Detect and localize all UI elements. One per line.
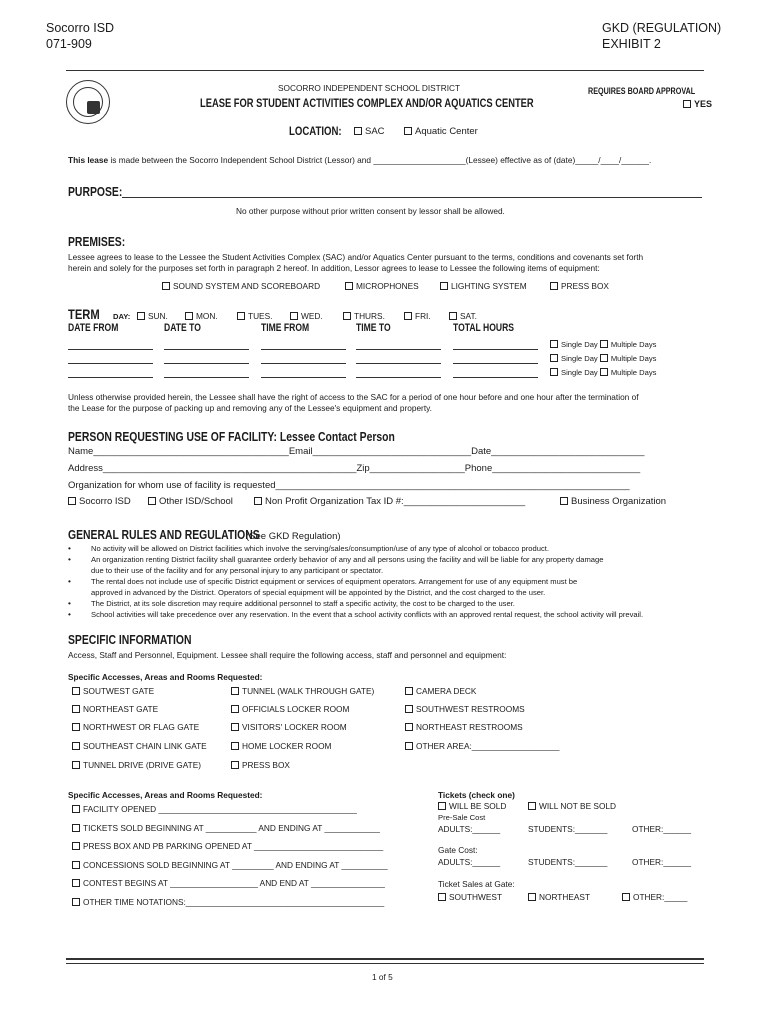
date-to-field[interactable] [164,363,249,364]
area-tunnel-walk[interactable] [231,686,374,696]
multiple-days-label: Multiple Days [610,368,657,377]
checkbox[interactable] [550,354,558,362]
checkbox[interactable] [72,742,80,750]
day-label: DAY: [113,312,131,321]
gate-cost-label: Gate Cost: [438,845,478,855]
checkbox[interactable] [550,340,558,348]
rules-see: (See GKD Regulation) [246,531,341,542]
equip-label: PRESS BOX [561,281,609,291]
single-day-label: Single Day [561,368,598,377]
district-seal-logo [66,80,110,124]
area-label: PRESS BOX [242,760,290,770]
checkbox[interactable] [148,497,156,505]
org-label: Other ISD/School [159,496,233,507]
col-time-to: TIME TO [356,322,391,334]
sac-label: SAC [365,126,385,137]
checkbox[interactable] [345,282,353,290]
time-from-field[interactable] [261,349,346,350]
area-home-locker[interactable] [231,741,331,751]
time-to-field[interactable] [356,377,441,378]
header-code: 071-909 [46,37,92,51]
day-type-row[interactable] [550,368,656,377]
time-label: PRESS BOX AND PB PARKING OPENED AT ____________________________ [83,841,384,851]
footer-rule [66,958,704,960]
checkbox[interactable] [72,898,80,906]
address-zip-phone-line[interactable]: Address________________________________________________Zip__________________Phone____________________________ [68,463,641,474]
date-to-field[interactable] [164,377,249,378]
checkbox[interactable] [440,282,448,290]
checkbox[interactable] [231,723,239,731]
day-fri[interactable] [404,311,431,321]
day-tues[interactable] [237,311,272,321]
equip-label: MICROPHONES [356,281,419,291]
tickets-will-be-sold[interactable] [438,801,506,811]
header-exhibit: EXHIBIT 2 [602,37,661,51]
bullet-icon: • [68,554,71,564]
day-sun[interactable] [137,311,168,321]
org-socorro-isd[interactable] [68,496,131,507]
date-to-field[interactable] [164,349,249,350]
time-label: CONTEST BEGINS AT ___________________ AND END AT ________________ [83,878,385,888]
col-date-to: DATE TO [164,322,201,334]
checkbox[interactable] [528,802,536,810]
checkbox[interactable] [231,742,239,750]
day-mon[interactable] [185,311,218,321]
header-regulation: GKD (REGULATION) [602,21,722,35]
equip-microphones[interactable] [345,281,419,291]
date-from-field[interactable] [68,349,153,350]
day-label-text: TUES. [248,311,273,321]
area-label: NORTHEAST RESTROOMS [416,722,523,732]
area-press-box[interactable] [231,760,290,770]
area-officials-locker[interactable] [231,704,349,714]
checkbox[interactable] [438,893,446,901]
area-northwest-gate[interactable] [72,722,199,732]
time-label: TICKETS SOLD BEGINNING AT ___________ AND ENDING AT ____________ [83,823,380,833]
footer-rule-thin [66,963,704,964]
time-label: CONCESSIONS SOLD BEGINNING AT _________ AND ENDING AT __________ [83,860,388,870]
checkbox[interactable] [72,687,80,695]
org-other-isd[interactable] [148,496,233,507]
location-label: LOCATION: [289,124,342,138]
tickets-label: Tickets (check one) [438,790,515,800]
checkbox[interactable] [622,893,630,901]
day-label-text: MON. [196,311,218,321]
equip-pressbox[interactable] [550,281,609,291]
gate-other[interactable]: OTHER:______ [632,857,692,867]
sales-label-text: OTHER:_____ [633,892,688,902]
org-label: Socorro ISD [79,496,131,507]
equip-label: LIGHTING SYSTEM [451,281,527,291]
day-label-text: SAT. [460,311,477,321]
checkbox[interactable] [405,723,413,731]
aquatic-label: Aquatic Center [415,126,478,137]
checkbox[interactable] [137,312,145,320]
rule-5: School activities will take precedence over any reservation. In the event that a school activity conflicts with an approved rental request, the school activity will prevail. [91,610,644,619]
day-label-text: SUN. [148,311,168,321]
area-label: TUNNEL DRIVE (DRIVE GATE) [83,760,202,770]
sales-label-text: SOUTHWEST [449,892,503,902]
area-label: VISITORS' LOCKER ROOM [242,722,347,732]
area-label: OTHER AREA:___________________ [416,741,560,751]
org-nonprofit[interactable] [254,496,525,507]
day-label-text: FRI. [415,311,431,321]
checkbox[interactable] [290,312,298,320]
rule-2-cont: due to their use of the facility and for any personal injury to any participant or spectator. [91,566,384,575]
org-business[interactable] [560,496,666,507]
organization-line[interactable]: Organization for whom use of facility is requested___________________________________________________________________ [68,480,630,491]
area-label: HOME LOCKER ROOM [242,741,332,751]
rule-3-cont: approved in advanced by the District. Operators of special equipment will be appointed by the District, and the cost charged to the user. [91,588,546,597]
col-total-hours: TOTAL HOURS [453,322,515,334]
col-time-from: TIME FROM [261,322,310,334]
equip-lighting[interactable] [440,281,527,291]
specific-info-text: Access, Staff and Personnel, Equipment. Lessee shall require the following access, staff and personnel and equipment: [68,650,507,660]
page-number: 1 of 5 [372,972,393,982]
multiple-days-label: Multiple Days [610,354,657,363]
board-approval-yes[interactable] [683,99,712,109]
checkbox[interactable] [254,497,262,505]
area-northeast-restrooms[interactable] [405,722,523,732]
tickets-option-label: WILL NOT BE SOLD [539,801,616,811]
checkbox[interactable] [528,893,536,901]
presale-adults[interactable]: ADULTS:______ [438,824,501,834]
sales-northeast[interactable] [528,892,590,902]
bullet-icon: • [68,543,71,553]
equip-sound[interactable] [162,281,320,291]
lease-text: is made between the Socorro Independent School District (Lessor) and ____________________(Lessee) effective as of (date)_____/____/______. [110,155,652,165]
presale-other[interactable]: OTHER:______ [632,824,692,834]
premises-text-1: Lessee agrees to lease to the Lessee the Student Activities Complex (SAC) and/or Aquatics Center pursuant to the terms, conditions and covenants set forth [68,252,644,262]
col-date-from: DATE FROM [68,322,119,334]
time-tickets-sold[interactable] [72,823,380,833]
rules-heading [68,526,341,544]
location-aquatic-option[interactable] [404,126,478,137]
area-label: OFFICIALS LOCKER ROOM [242,704,350,714]
day-type-row[interactable] [550,354,656,363]
area-label: TUNNEL (WALK THROUGH GATE) [242,686,375,696]
area-label: SOUTHWEST RESTROOMS [416,704,525,714]
checkbox[interactable] [162,282,170,290]
area-northeast-gate[interactable] [72,704,158,714]
area-visitors-locker[interactable] [231,722,347,732]
checkbox[interactable] [600,354,608,362]
area-label: CAMERA DECK [416,686,477,696]
time-facility-opened[interactable] [72,804,357,814]
time-label: FACILITY OPENED ___________________________________________ [83,804,357,814]
time-contest[interactable] [72,878,385,888]
checkbox[interactable] [550,368,558,376]
checkbox[interactable] [405,705,413,713]
header-org: Socorro ISD [46,21,115,35]
equip-label: SOUND SYSTEM AND SCOREBOARD [173,281,321,291]
checkbox[interactable] [600,368,608,376]
checkbox[interactable] [72,824,80,832]
sales-other[interactable] [622,892,687,902]
rule-3: The rental does not include use of specific District equipment or services of equipment operators. Arrangement for use of any equipment must be [91,577,578,586]
checkbox[interactable] [343,312,351,320]
time-concessions[interactable] [72,860,388,870]
checkbox[interactable] [72,842,80,850]
single-day-label: Single Day [561,340,598,349]
lease-statement [68,155,651,165]
checkbox[interactable] [72,761,80,769]
area-southwest-restrooms[interactable] [405,704,525,714]
sales-label: Ticket Sales at Gate: [438,879,515,889]
area-label: NORTHWEST OR FLAG GATE [83,722,200,732]
bullet-icon: • [68,576,71,586]
gate-students[interactable]: STUDENTS:_______ [528,857,608,867]
checkbox[interactable] [405,687,413,695]
multiple-days-label: Multiple Days [610,340,657,349]
name-email-date-line[interactable]: Name_____________________________________Email______________________________Date_____________________________ [68,446,645,457]
date-from-field[interactable] [68,377,153,378]
day-label-text: WED. [301,311,323,321]
rule-2: An organization renting District facility shall guarantee orderly behavior of any and all persons using the facility and will be liable for any property damage [91,555,604,564]
day-label-text: THURS. [354,311,385,321]
checkbox[interactable] [550,282,558,290]
access-text-2: the Lease for the purpose of packing up and removing any of the Lessee's equipment and property. [68,403,432,413]
time-other-notations[interactable] [72,897,384,907]
tickets-option-label: WILL BE SOLD [449,801,507,811]
checkbox[interactable] [404,127,412,135]
board-approval-label: REQUIRES BOARD APPROVAL [588,86,696,96]
area-southeast-gate[interactable] [72,741,207,751]
area-southwest-gate[interactable] [72,686,154,696]
area-label: NORTHEAST GATE [83,704,159,714]
areas-label: Specific Accesses, Areas and Rooms Requested: [68,672,263,682]
checkbox[interactable] [185,312,193,320]
specific-info-label: SPECIFIC INFORMATION [68,632,192,647]
total-hours-field[interactable] [453,377,538,378]
term-label: TERM [68,306,100,322]
gate-adults[interactable]: ADULTS:______ [438,857,501,867]
checkbox[interactable] [449,312,457,320]
form-title: LEASE FOR STUDENT ACTIVITIES COMPLEX AND/OR AQUATICS CENTER [200,96,534,110]
area-label: SOUTWEST GATE [83,686,155,696]
premises-text-2: herein and solely for the purposes set forth in paragraph 2 hereof. In addition, Lessor agrees to lease to Lessee the following items of equipment: [68,263,600,273]
access-text-1: Unless otherwise provided herein, the Lessee shall have the right of access to the SAC for a period of one hour before and one hour after the termination of [68,392,639,402]
checkbox[interactable] [560,497,568,505]
date-from-field[interactable] [68,363,153,364]
checkbox[interactable] [231,687,239,695]
area-tunnel-drive[interactable] [72,760,201,770]
area-other[interactable] [405,741,559,751]
sales-label-text: NORTHEAST [539,892,591,902]
checkbox[interactable] [72,879,80,887]
rule-1: No activity will be allowed on District facilities which involve the serving/sales/consumption/use of any type of alcohol or tobacco product. [91,544,549,553]
time-from-field[interactable] [261,377,346,378]
day-thurs[interactable] [343,311,385,321]
checkbox[interactable] [72,723,80,731]
checkbox[interactable] [72,805,80,813]
checkbox[interactable] [404,312,412,320]
time-label: OTHER TIME NOTATIONS:___________________________________________ [83,897,385,907]
day-sat[interactable] [449,311,477,321]
purpose-label: PURPOSE: [68,184,123,199]
area-label: SOUTHEAST CHAIN LINK GATE [83,741,207,751]
org-label: Business Organization [571,496,667,507]
org-label: Non Profit Organization Tax ID #:_______________________ [265,496,526,507]
purpose-note: No other purpose without prior written consent by lessor shall be allowed. [236,206,505,216]
checkbox[interactable] [600,340,608,348]
rules-label: GENERAL RULES AND REGULATIONS [68,527,260,542]
tickets-will-not-be-sold[interactable] [528,801,616,811]
checkbox[interactable] [72,705,80,713]
checkbox[interactable] [683,100,691,108]
checkbox[interactable] [231,705,239,713]
area-camera-deck[interactable] [405,686,476,696]
checkbox[interactable] [354,127,362,135]
district-name: SOCORRO INDEPENDENT SCHOOL DISTRICT [278,83,461,93]
purpose-field[interactable] [122,197,702,198]
time-to-field[interactable] [356,349,441,350]
presale-students[interactable]: STUDENTS:_______ [528,824,608,834]
sales-southwest[interactable] [438,892,502,902]
areas-label-2: Specific Accesses, Areas and Rooms Requested: [68,790,263,800]
rule-4: The District, at its sole discretion may require additional personnel to staff a specific activity, the cost to be charged to the user. [91,599,515,608]
checkbox[interactable] [72,861,80,869]
total-hours-field[interactable] [453,349,538,350]
total-hours-field[interactable] [453,363,538,364]
lease-bold: This lease [68,155,109,165]
time-press-box-opened[interactable] [72,841,383,851]
premises-label: PREMISES: [68,234,126,249]
checkbox[interactable] [231,761,239,769]
day-wed[interactable] [290,311,323,321]
location-sac-option[interactable] [354,126,385,137]
person-requesting-label: PERSON REQUESTING USE OF FACILITY: Lessee Contact Person [68,429,395,444]
time-to-field[interactable] [356,363,441,364]
checkbox[interactable] [68,497,76,505]
bullet-icon: • [68,609,71,619]
checkbox[interactable] [405,742,413,750]
single-day-label: Single Day [561,354,598,363]
time-from-field[interactable] [261,363,346,364]
checkbox[interactable] [237,312,245,320]
bullet-icon: • [68,598,71,608]
yes-label: YES [694,99,713,109]
presale-label: Pre-Sale Cost [438,813,486,822]
checkbox[interactable] [438,802,446,810]
day-type-row[interactable] [550,340,656,349]
top-rule [66,70,704,71]
